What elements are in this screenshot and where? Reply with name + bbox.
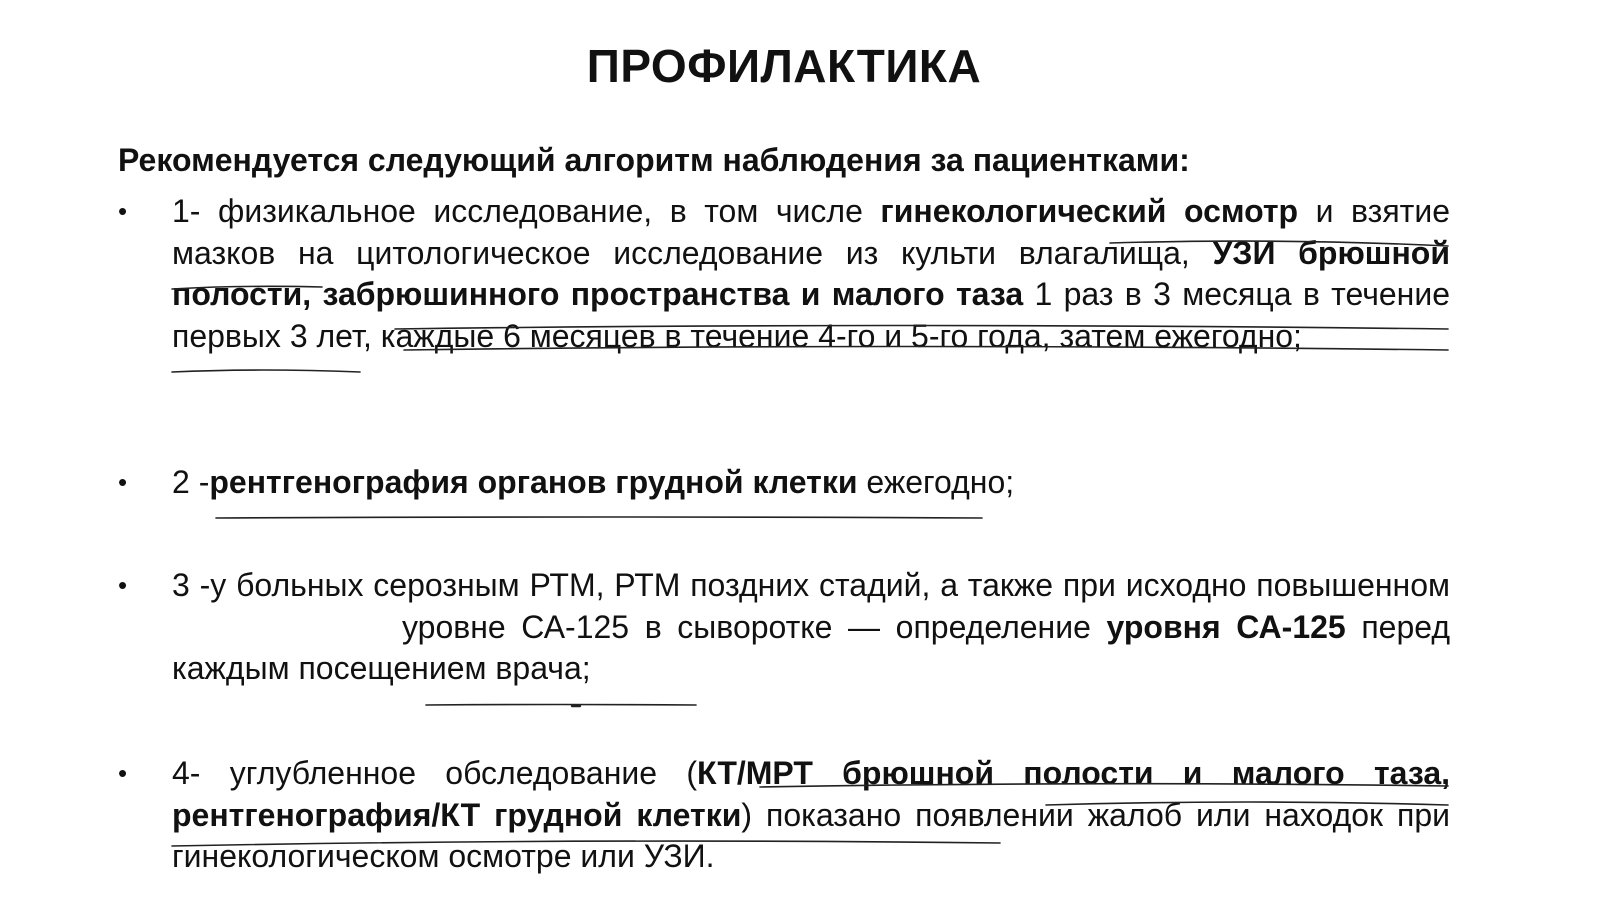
- annotation-stroke: [216, 517, 982, 518]
- annotation-stroke: [426, 705, 696, 706]
- item-bold-text: рентгенография органов грудной клетки: [209, 464, 858, 500]
- list-item: [118, 191, 1450, 357]
- bullet-icon: •: [118, 570, 128, 600]
- bullet-icon: •: [118, 758, 128, 788]
- item-text: и взятие мазков на цитологическое исследование из культи влагалища,: [172, 193, 1450, 271]
- item-text: ) показано появлении жалоб или находок при гинекологическом осмотре или УЗИ.: [172, 796, 1451, 874]
- item-bold-text: уровня СА-125: [1106, 608, 1346, 645]
- list-item: [118, 565, 1450, 690]
- item-bold-text: гинекологический осмотр: [880, 193, 1299, 229]
- slide-title: ПРОФИЛАКТИКА: [586, 40, 982, 92]
- item-text: 1 раз в 3 месяца в течение первых 3 лет, каждые 6 месяцев в течение 4-го и 5-го года, затем ежегодно;: [172, 276, 1451, 354]
- bullet-icon: •: [118, 196, 128, 226]
- item-text: ежегодно;: [857, 464, 1015, 500]
- list-item-text: [172, 191, 1450, 357]
- annotation-stroke: [172, 370, 360, 372]
- list-item-text: [172, 753, 1450, 878]
- item-bold-text: УЗИ брюшной полости, забрюшинного пространства и малого таза: [172, 234, 1451, 312]
- list-item: [118, 462, 1450, 504]
- item-text: 2 -: [172, 464, 210, 500]
- bullet-icon: •: [118, 467, 128, 497]
- item-text: 3 -у больных серозным РТМ, РТМ поздних стадий, а также при исходно повышенном: [172, 567, 1450, 603]
- list-item-text: [172, 565, 1450, 690]
- item-text: уровне СА-125 в сыворотке — определение: [402, 608, 1107, 645]
- item-text: перед каждым посещением врача;: [172, 608, 1451, 686]
- item-bold-text: КТ/МРТ брюшной полости и малого таза, рентгенография/КТ грудной клетки: [172, 755, 1451, 833]
- list-item: [118, 753, 1450, 878]
- intro-heading: Рекомендуется следующий алгоритм наблюдения за пациентками:: [118, 142, 1190, 178]
- item-text: 1- физикальное исследование, в том числе: [172, 193, 881, 229]
- list-item-text: [172, 462, 1450, 504]
- item-text: 4- углубленное обследование (: [172, 755, 697, 791]
